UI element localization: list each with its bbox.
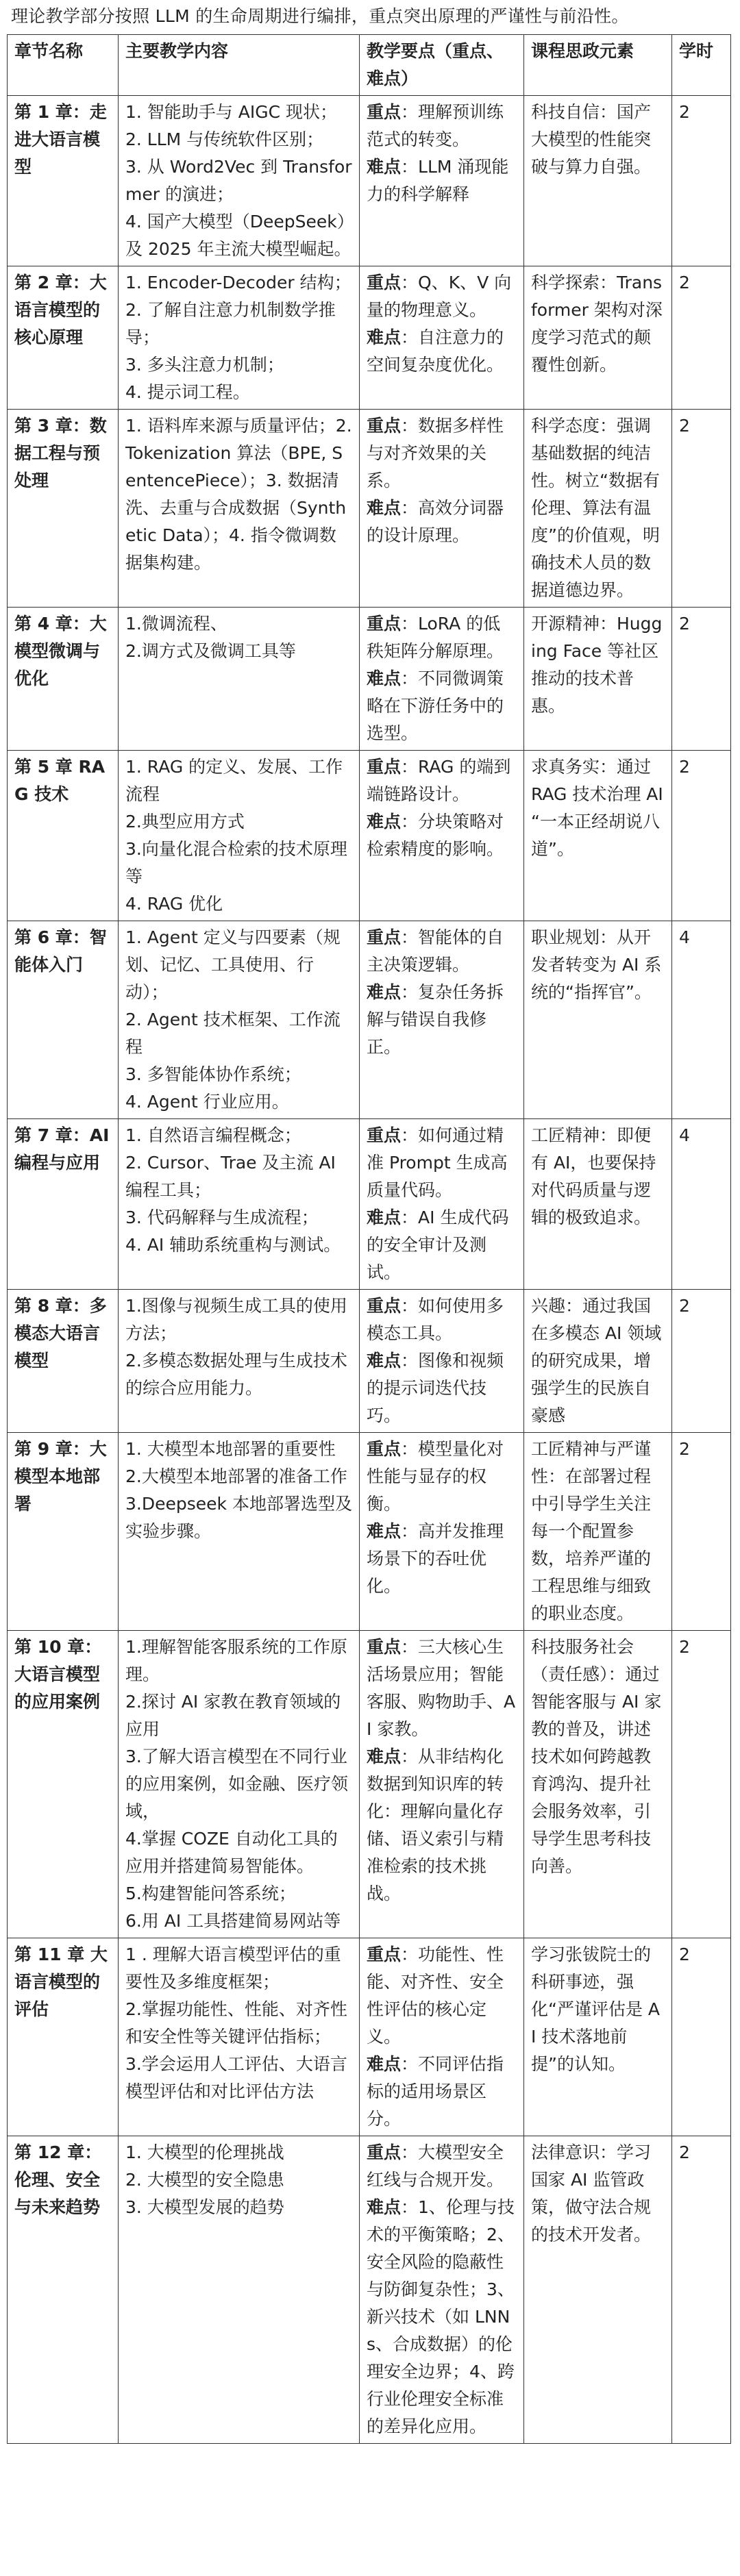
key-label: 重点 — [367, 927, 402, 947]
chapter-name: 第 12 章：伦理、安全与未来趋势 — [8, 2136, 119, 2444]
difficulty-text: ：从非结构化数据到知识库的转化：理解向量化存储、语义索引与精准检索的技术挑战。 — [367, 1747, 504, 1903]
difficulty-label: 难点 — [367, 812, 402, 831]
content-cell — [119, 1119, 360, 1290]
content-line: 1. 智能助手与 AIGC 现状； — [125, 102, 337, 122]
content-line: 2.探讨 AI 家教在教育领域的应用 — [125, 1692, 341, 1739]
table-row — [8, 751, 731, 921]
table-row — [8, 266, 731, 410]
content-line: 2. 大模型的安全隐患 — [125, 2170, 284, 2190]
key-point — [367, 99, 517, 153]
difficulty-label: 难点 — [367, 1747, 402, 1766]
points-cell — [360, 921, 524, 1119]
key-text: ：智能体的自主决策逻辑。 — [367, 927, 504, 975]
chapter-name: 第 1 章：走进大语言模型 — [8, 96, 119, 266]
chapter-name: 第 2 章：大语言模型的核心原理 — [8, 266, 119, 410]
ideology-cell: 科技自信：国产大模型的性能突破与算力自强。 — [524, 96, 672, 266]
points-cell — [360, 608, 524, 751]
chapter-name: 第 3 章：数据工程与预处理 — [8, 410, 119, 608]
key-point — [367, 610, 517, 665]
difficulty-point — [367, 324, 517, 379]
hours-cell: 2 — [672, 410, 731, 608]
content-line: 4. RAG 优化 — [125, 894, 223, 914]
content-cell — [119, 410, 360, 608]
difficulty-point — [367, 495, 517, 549]
table-row — [8, 96, 731, 266]
content-line: 1. Agent 定义与四要素（规划、记忆、工具使用、行动）； — [125, 927, 341, 1002]
key-label: 重点 — [367, 614, 402, 634]
content-cell — [119, 921, 360, 1119]
chapter-name: 第 6 章：智能体入门 — [8, 921, 119, 1119]
ideology-cell: 工匠精神与严谨性：在部署过程中引导学生关注每一个配置参数，培养严谨的工程思维与细致的职业态度。 — [524, 1433, 672, 1631]
table-row — [8, 1631, 731, 1938]
difficulty-text: ：LLM 涌现能力的科学解释 — [367, 157, 509, 204]
difficulty-text: ：1、伦理与技术的平衡策略；2、安全风险的隐蔽性与防御复杂性；3、新兴技术（如 LNNs、合成数据）的伦理安全边界；4、跨行业伦理安全标准的差异化应用。 — [367, 2197, 515, 2436]
ideology-cell: 法律意识：学习国家 AI 监管政策，做守法合规的技术开发者。 — [524, 2136, 672, 2444]
key-label: 重点 — [367, 1944, 402, 1964]
content-line: 2.多模态数据处理与生成技术的综合应用能力。 — [125, 1351, 347, 1398]
difficulty-point — [367, 665, 517, 747]
difficulty-label: 难点 — [367, 327, 402, 347]
difficulty-label: 难点 — [367, 2054, 402, 2074]
difficulty-label: 难点 — [367, 1208, 402, 1227]
points-cell — [360, 96, 524, 266]
chapter-name: 第 11 章 大语言模型的评估 — [8, 1938, 119, 2136]
difficulty-text: ：不同微调策略在下游任务中的选型。 — [367, 668, 504, 743]
chapter-name: 第 8 章：多模态大语言模型 — [8, 1290, 119, 1433]
hours-cell: 2 — [672, 2136, 731, 2444]
content-line: 3. 从 Word2Vec 到 Transformer 的演进； — [125, 157, 352, 204]
chapter-name: 第 4 章：大模型微调与优化 — [8, 608, 119, 751]
content-line: 1. Encoder-Decoder 结构；2. 了解自注意力机制数学推导； — [125, 273, 352, 347]
hours-cell: 2 — [672, 1433, 731, 1631]
key-point — [367, 753, 517, 808]
key-text: ：三大核心生活场景应用；智能客服、购物助手、AI 家教。 — [367, 1637, 516, 1739]
content-cell — [119, 751, 360, 921]
content-cell — [119, 608, 360, 751]
content-line: 3. 大模型发展的趋势 — [125, 2197, 284, 2217]
key-text: ：如何通过精准 Prompt 生成高质量代码。 — [367, 1125, 508, 1200]
difficulty-label: 难点 — [367, 157, 402, 177]
key-point — [367, 2139, 517, 2194]
hours-cell: 2 — [672, 1290, 731, 1433]
table-row — [8, 1290, 731, 1433]
difficulty-label: 难点 — [367, 1351, 402, 1371]
content-line: 1. 语料库来源与质量评估；2. Tokenization 算法（BPE, SentencePiece）；3. 数据清洗、去重与合成数据（Synthetic Data）；4. 指令微调数据集构建。 — [125, 416, 352, 573]
ideology-cell: 科学探索：Transformer 架构对深度学习范式的颠覆性创新。 — [524, 266, 672, 410]
key-text: ：功能性、性能、对齐性、安全性评估的核心定义。 — [367, 1944, 504, 2047]
key-label: 重点 — [367, 1125, 402, 1145]
key-text: ：LoRA 的低秩矩阵分解原理。 — [367, 614, 504, 661]
points-cell — [360, 751, 524, 921]
table-row — [8, 608, 731, 751]
content-cell — [119, 1290, 360, 1433]
points-cell — [360, 1119, 524, 1290]
hours-cell: 4 — [672, 1119, 731, 1290]
key-label: 重点 — [367, 2142, 402, 2162]
points-cell — [360, 410, 524, 608]
difficulty-point — [367, 2194, 517, 2440]
content-line: 2.调方式及微调工具等 — [125, 641, 296, 661]
ideology-cell: 开源精神：Hugging Face 等社区推动的技术普惠。 — [524, 608, 672, 751]
content-line: 4. 国产大模型（DeepSeek）及 2025 年主流大模型崛起。 — [125, 212, 352, 259]
difficulty-point — [367, 1743, 517, 1908]
key-point — [367, 924, 517, 979]
difficulty-text: ：图像和视频的提示词迭代技巧。 — [367, 1351, 504, 1425]
chapter-name: 第 9 章：大模型本地部署 — [8, 1433, 119, 1631]
header-points: 教学要点（重点、难点） — [360, 35, 524, 96]
table-header-row — [8, 35, 731, 96]
key-point — [367, 1634, 517, 1743]
content-line: 1.微调流程、 — [125, 614, 227, 634]
key-text: ：理解预训练范式的转变。 — [367, 102, 504, 149]
difficulty-label: 难点 — [367, 498, 402, 518]
hours-cell: 4 — [672, 921, 731, 1119]
ideology-cell: 求真务实：通过 RAG 技术治理 AI “一本正经胡说八道”。 — [524, 751, 672, 921]
key-label: 重点 — [367, 1296, 402, 1316]
header-content: 主要教学内容 — [119, 35, 360, 96]
content-line: 3. 多头注意力机制； — [125, 355, 284, 375]
curriculum-table — [7, 34, 731, 2444]
difficulty-point — [367, 979, 517, 1061]
key-label: 重点 — [367, 102, 402, 122]
table-row — [8, 410, 731, 608]
key-point — [367, 1122, 517, 1204]
ideology-cell: 学习张钹院士的科研事迹，强化“严谨评估是 AI 技术落地前提”的认知。 — [524, 1938, 672, 2136]
difficulty-point — [367, 153, 517, 208]
difficulty-point — [367, 808, 517, 863]
content-line: 2.掌握功能性、性能、对齐性和安全性等关键评估指标； — [125, 1999, 347, 2047]
hours-cell: 2 — [672, 608, 731, 751]
difficulty-point — [367, 1518, 517, 1600]
points-cell — [360, 266, 524, 410]
difficulty-text: ：高并发推理场景下的吞吐优化。 — [367, 1521, 504, 1596]
difficulty-text: ：复杂任务拆解与错误自我修正。 — [367, 982, 504, 1057]
content-line: 3.了解大语言模型在不同行业的应用案例，如金融、医疗领域， — [125, 1747, 349, 1821]
hours-cell: 2 — [672, 1631, 731, 1938]
table-row — [8, 1938, 731, 2136]
ideology-cell: 职业规划：从开发者转变为 AI 系统的“指挥官”。 — [524, 921, 672, 1119]
content-line: 3.向量化混合检索的技术原理等 — [125, 839, 347, 886]
difficulty-text: ：不同评估指标的适用场景区分。 — [367, 2054, 504, 2129]
content-cell — [119, 1631, 360, 1938]
difficulty-text: ：分块策略对检索精度的影响。 — [367, 812, 504, 859]
points-cell — [360, 1938, 524, 2136]
content-line: 4.掌握 COZE 自动化工具的应用并搭建简易智能体。 — [125, 1829, 338, 1876]
content-line: 4. AI 辅助系统重构与测试。 — [125, 1235, 341, 1255]
difficulty-text: ：高效分词器的设计原理。 — [367, 498, 504, 545]
content-line: 1 . 理解大语言模型评估的重要性及多维度框架； — [125, 1944, 341, 1992]
hours-cell: 2 — [672, 266, 731, 410]
header-hours: 学时 — [672, 35, 731, 96]
key-label: 重点 — [367, 757, 402, 777]
key-label: 重点 — [367, 1637, 402, 1657]
header-ideology: 课程思政元素 — [524, 35, 672, 96]
points-cell — [360, 2136, 524, 2444]
content-cell — [119, 1433, 360, 1631]
hours-cell: 2 — [672, 1938, 731, 2136]
content-line: 2.典型应用方式 — [125, 812, 245, 831]
key-text: ：Q、K、V 向量的物理意义。 — [367, 273, 512, 320]
key-point — [367, 269, 517, 324]
difficulty-label: 难点 — [367, 1521, 402, 1541]
ideology-cell: 科学态度：强调基础数据的纯洁性。树立“数据有伦理、算法有温度”的价值观，明确技术人员的数据道德边界。 — [524, 410, 672, 608]
content-line: 4. Agent 行业应用。 — [125, 1092, 289, 1112]
key-label: 重点 — [367, 273, 402, 292]
content-line: 2. Agent 技术框架、工作流程 — [125, 1010, 341, 1057]
points-cell — [360, 1433, 524, 1631]
table-body — [8, 96, 731, 2444]
key-text: ：数据多样性与对齐效果的关系。 — [367, 416, 504, 490]
content-line: 3.Deepseek 本地部署选型及实验步骤。 — [125, 1494, 352, 1541]
key-text: ：模型量化对性能与显存的权衡。 — [367, 1439, 504, 1514]
key-label: 重点 — [367, 1439, 402, 1459]
content-line: 1.理解智能客服系统的工作原理。 — [125, 1637, 347, 1684]
chapter-name: 第 5 章 RAG 技术 — [8, 751, 119, 921]
ideology-cell: 科技服务社会（责任感）：通过智能客服与 AI 家教的普及，讲述技术如何跨越教育鸿沟、提升社会服务效率，引导学生思考科技向善。 — [524, 1631, 672, 1938]
key-text: ：如何使用多模态工具。 — [367, 1296, 504, 1343]
content-line: 1. 自然语言编程概念； — [125, 1125, 301, 1145]
content-cell — [119, 266, 360, 410]
content-line: 1. RAG 的定义、发展、工作流程 — [125, 757, 343, 804]
content-line: 6.用 AI 工具搭建简易网站等 — [125, 1911, 341, 1931]
content-line: 4. 提示词工程。 — [125, 382, 250, 402]
difficulty-point — [367, 1204, 517, 1286]
table-row — [8, 1433, 731, 1631]
content-line: 2. Cursor、Trae 及主流 AI 编程工具； — [125, 1153, 336, 1200]
key-label: 重点 — [367, 416, 402, 436]
table-row — [8, 1119, 731, 1290]
ideology-cell: 兴趣：通过我国在多模态 AI 领域的研究成果，增强学生的民族自豪感 — [524, 1290, 672, 1433]
key-text: ：RAG 的端到端链路设计。 — [367, 757, 511, 804]
points-cell — [360, 1290, 524, 1433]
content-line: 5.构建智能问答系统； — [125, 1884, 296, 1903]
content-line: 3.学会运用人工评估、大语言模型评估和对比评估方法 — [125, 2054, 347, 2101]
difficulty-text: ：AI 生成代码的安全审计及测试。 — [367, 1208, 509, 1282]
content-line: 3. 多智能体协作系统； — [125, 1064, 301, 1084]
table-row — [8, 921, 731, 1119]
content-cell — [119, 2136, 360, 2444]
content-line: 1. 大模型的伦理挑战 — [125, 2142, 284, 2162]
difficulty-point — [367, 2051, 517, 2133]
header-chapter: 章节名称 — [8, 35, 119, 96]
hours-cell: 2 — [672, 96, 731, 266]
key-point — [367, 412, 517, 495]
content-cell — [119, 96, 360, 266]
content-line: 1. 大模型本地部署的重要性 — [125, 1439, 336, 1459]
difficulty-label: 难点 — [367, 982, 402, 1002]
difficulty-point — [367, 1347, 517, 1429]
intro-text: 理论教学部分按照 LLM 的生命周期进行编排，重点突出原理的严谨性与前沿性。 — [11, 6, 629, 26]
hours-cell: 2 — [672, 751, 731, 921]
key-text: ：大模型安全红线与合规开发。 — [367, 2142, 504, 2190]
points-cell — [360, 1631, 524, 1938]
chapter-name: 第 7 章：AI 编程与应用 — [8, 1119, 119, 1290]
key-point — [367, 1436, 517, 1518]
key-point — [367, 1941, 517, 2051]
difficulty-label: 难点 — [367, 2197, 402, 2217]
difficulty-text: ：自注意力的空间复杂度优化。 — [367, 327, 504, 375]
chapter-name: 第 10 章：大语言模型的应用案例 — [8, 1631, 119, 1938]
content-line: 2. LLM 与传统软件区别； — [125, 129, 324, 149]
key-point — [367, 1292, 517, 1347]
content-line: 1.图像与视频生成工具的使用方法； — [125, 1296, 347, 1343]
content-line: 2.大模型本地部署的准备工作 — [125, 1466, 347, 1486]
content-line: 3. 代码解释与生成流程； — [125, 1208, 319, 1227]
content-cell — [119, 1938, 360, 2136]
ideology-cell: 工匠精神：即便有 AI，也要保持对代码质量与逻辑的极致追求。 — [524, 1119, 672, 1290]
table-row — [8, 2136, 731, 2444]
difficulty-label: 难点 — [367, 668, 402, 688]
